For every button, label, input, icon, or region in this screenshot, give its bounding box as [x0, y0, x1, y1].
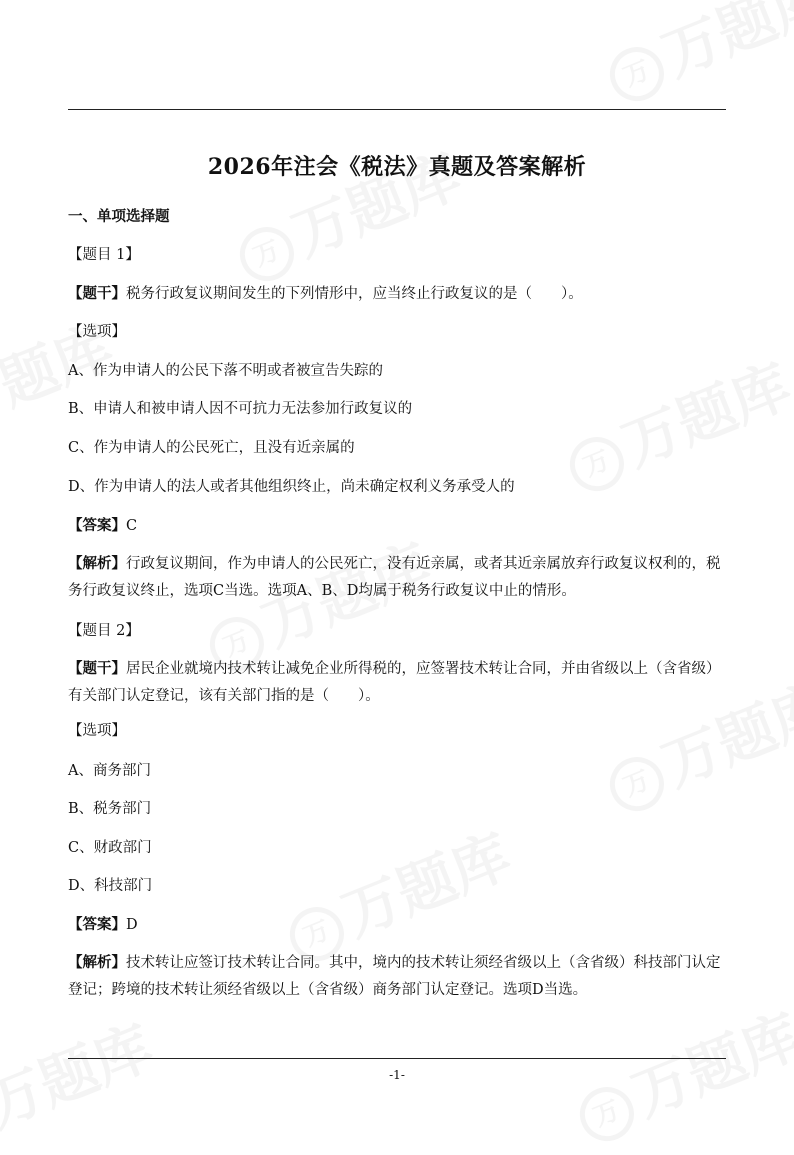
question-label: 【题目 2】	[68, 623, 140, 639]
option-item: A、作为申请人的公民下落不明或者被宣告失踪的	[68, 363, 383, 379]
answer-value: C	[126, 518, 138, 534]
stem-tag: 【题干】	[68, 660, 126, 677]
footer-rule	[68, 1058, 726, 1059]
analysis	[68, 550, 728, 605]
header-rule	[68, 109, 726, 110]
stem-text: 居民企业就境内技术转让减免企业所得税的，应签署技术转让合同，并由省级以上（含省级）有关部门认定登记，该有关部门指的是（ ）。	[68, 661, 721, 704]
answer-value: D	[126, 917, 138, 933]
analysis-text: 技术转让应签订技术转让合同。其中，境内的技术转让须经省级以上（含省级）科技部门认定登记；跨境的技术转让须经省级以上（含省级）商务部门认定登记。选项D当选。	[68, 955, 721, 998]
option-item: C、财政部门	[68, 840, 152, 856]
analysis-tag: 【解析】	[68, 555, 126, 572]
answer	[68, 915, 728, 935]
document-title: 2026年注会《税法》真题及答案解析	[207, 154, 587, 180]
answer	[68, 516, 728, 536]
section-heading: 一、单项选择题	[68, 208, 170, 225]
options-tag: 【选项】	[68, 324, 126, 340]
option-item: A、商务部门	[68, 763, 151, 779]
answer-tag: 【答案】	[68, 916, 126, 933]
analysis	[68, 949, 728, 1004]
answer-tag: 【答案】	[68, 517, 126, 534]
option-item: C、作为申请人的公民死亡，且没有近亲属的	[68, 440, 355, 456]
option-item: D、作为申请人的法人或者其他组织终止，尚未确定权利义务承受人的	[68, 479, 515, 495]
watermark	[593, 0, 794, 115]
question-stem	[68, 655, 728, 710]
stem-tag: 【题干】	[68, 285, 126, 302]
option-item: B、申请人和被申请人因不可抗力无法参加行政复议的	[68, 401, 413, 417]
question-stem	[68, 284, 728, 304]
analysis-text: 行政复议期间，作为申请人的公民死亡，没有近亲属，或者其近亲属放弃行政复议权利的，税务行政复议终止，选项C当选。选项A、B、D均属于税务行政复议中止的情形。	[68, 556, 721, 599]
analysis-tag: 【解析】	[68, 954, 126, 971]
option-item: D、科技部门	[68, 878, 153, 894]
question-label: 【题目 1】	[68, 247, 140, 263]
option-item: B、税务部门	[68, 801, 152, 817]
stem-text: 税务行政复议期间发生的下列情形中，应当终止行政复议的是（ ）。	[126, 286, 583, 302]
page-number: -1-	[389, 1068, 405, 1082]
options-tag: 【选项】	[68, 723, 126, 739]
